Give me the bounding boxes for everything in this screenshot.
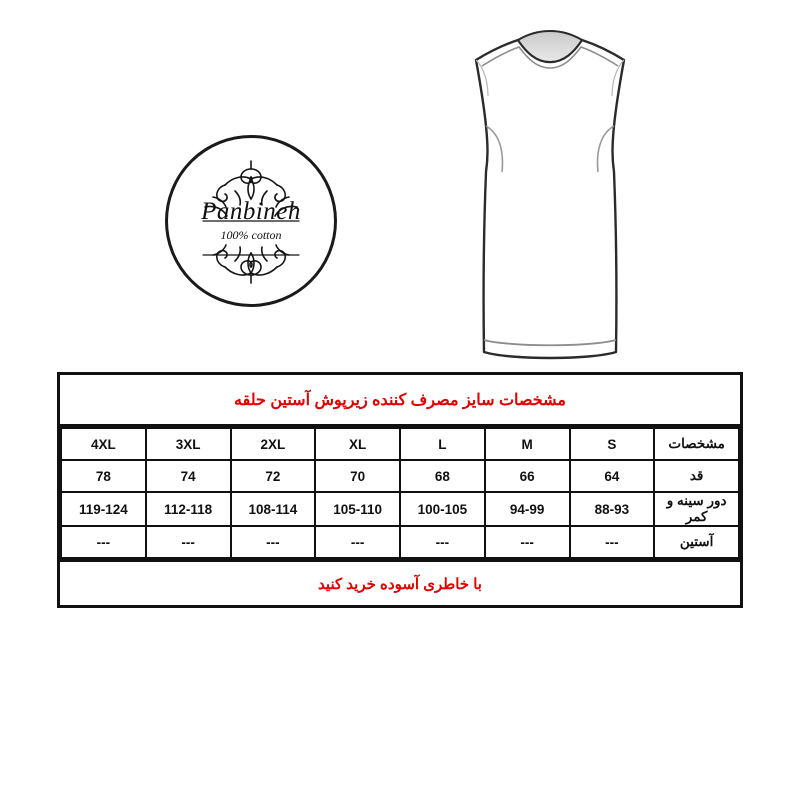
size-table: [57, 372, 743, 608]
cell-length-3xl: 74: [146, 460, 231, 492]
cell-chest-s: 88-93: [570, 492, 655, 526]
cell-chest-3xl: 112-118: [146, 492, 231, 526]
cell-sleeve-4xl: ---: [61, 526, 146, 558]
cell-chest-xl: 105-110: [315, 492, 400, 526]
table-header-row: [61, 428, 739, 460]
cell-length-2xl: 72: [231, 460, 316, 492]
header-size-l: L: [400, 428, 485, 460]
cell-chest-2xl: 108-114: [231, 492, 316, 526]
cell-sleeve-3xl: ---: [146, 526, 231, 558]
logo-brand-text: Panbineh: [201, 198, 301, 225]
cell-length-l: 68: [400, 460, 485, 492]
cell-chest-4xl: 119-124: [61, 492, 146, 526]
cell-sleeve-l: ---: [400, 526, 485, 558]
logo-subtitle-text: 100% cotton: [220, 228, 282, 242]
tank-top-illustration-icon: [440, 22, 660, 367]
row-label-chest-waist: دور سینه و کمر: [654, 492, 739, 526]
cell-length-s: 64: [570, 460, 655, 492]
cell-chest-l: 100-105: [400, 492, 485, 526]
size-measurements-table: [60, 427, 740, 559]
header-size-s: S: [570, 428, 655, 460]
cell-length-4xl: 78: [61, 460, 146, 492]
cell-sleeve-m: ---: [485, 526, 570, 558]
cell-chest-m: 94-99: [485, 492, 570, 526]
cell-length-m: 66: [485, 460, 570, 492]
row-label-sleeve: آستین: [654, 526, 739, 558]
header-size-4xl: 4XL: [61, 428, 146, 460]
table-row: [61, 526, 739, 558]
row-label-length: قد: [654, 460, 739, 492]
table-title-row: [60, 375, 740, 427]
header-characteristics: مشخصات: [654, 428, 739, 460]
header-size-m: M: [485, 428, 570, 460]
header-size-2xl: 2XL: [231, 428, 316, 460]
table-row: [61, 492, 739, 526]
header-size-xl: XL: [315, 428, 400, 460]
cell-sleeve-xl: ---: [315, 526, 400, 558]
cell-length-xl: 70: [315, 460, 400, 492]
cell-sleeve-s: ---: [570, 526, 655, 558]
footer-slogan: با خاطری آسوده خرید کنید: [318, 575, 482, 593]
header-size-3xl: 3XL: [146, 428, 231, 460]
table-row: [61, 460, 739, 492]
brand-logo: [165, 135, 337, 307]
cell-sleeve-2xl: ---: [231, 526, 316, 558]
page-title: مشخصات سایز مصرف کننده زیرپوش آستین حلقه: [234, 391, 566, 409]
table-footer-row: [60, 559, 740, 605]
